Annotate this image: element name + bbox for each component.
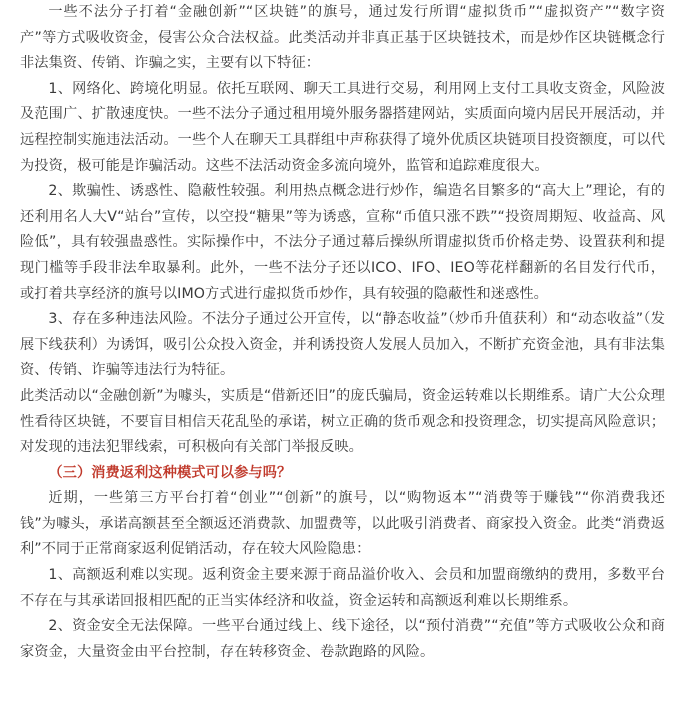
- summary-paragraph: 此类活动以“金融创新”为噱头，实质是“借新还旧”的庞氏骗局，资金运转难以长期维系。请广大公众理性看待区块链，不要盲目相信天花乱坠的承诺，树立正确的货币观念和投资理念，切实提高风险意识；对发现的违法犯罪线索，可积极向有关部门举报反映。: [20, 387, 665, 456]
- top-fade: [0, 0, 679, 4]
- section-heading: （三）消费返利这种模式可以参与吗？: [48, 464, 292, 481]
- rebate-intro-paragraph: 近期，一些第三方平台打着“创业”“创新”的旗号，以“购物返本”“消费等于赚钱”“你消费我还钱”为噱头，承诺高额甚至全额返还消费款、加盟费等，以此吸引消费者、商家投入资金。此类“消费返利”不同于正常商家返利促销活动，存在较大风险隐患：: [20, 490, 665, 558]
- feature-2-paragraph: 2、欺骗性、诱惑性、隐蔽性较强。利用热点概念进行炒作，编造名目繁多的“高大上”理论，有的还利用名人大V“站台”宣传，以空投“糖果”等为诱惑，宣称“币值只涨不跌”“投资周期短、收益高、风险低”，具有较强蛊惑性。实际操作中，不法分子通过幕后操纵所谓虚拟货币价格走势、设置获利和提现门槛等手段非法牟取暴利。此外，一些不法分子还以ICO、IFO、IEO等花样翻新的名目发行代币，或打着共享经济的旗号以IMO方式进行虚拟货币炒作，具有较强的隐蔽性和迷惑性。: [20, 183, 665, 302]
- intro-paragraph: 一些不法分子打着“金融创新”“区块链”的旗号，通过发行所谓“虚拟货币”“虚拟资产”“数字资产”等方式吸收资金，侵害公众合法权益。此类活动并非真正基于区块链技术，而是炒作区块链概念行非法集资、传销、诈骗之实，主要有以下特征：: [20, 4, 665, 72]
- feature-3-paragraph: 3、存在多种违法风险。不法分子通过公开宣传，以“静态收益”（炒币升值获利）和“动态收益”（发展下线获利）为诱饵，吸引公众投入资金，并利诱投资人发展人员加入，不断扩充资金池，具有非法集资、传销、诈骗等违法行为特征。: [20, 311, 665, 379]
- rebate-risk-1-paragraph: 1、高额返利难以实现。返利资金主要来源于商品溢价收入、会员和加盟商缴纳的费用，多数平台不存在与其承诺回报相匹配的正当实体经济和收益，资金运转和高额返利难以长期维系。: [20, 567, 665, 609]
- rebate-risk-2-paragraph: 2、资金安全无法保障。一些平台通过线上、线下途径，以“预付消费”“充值”等方式吸收公众和商家资金，大量资金由平台控制，存在转移资金、卷款跑路的风险。: [20, 618, 665, 660]
- feature-1-paragraph: 1、网络化、跨境化明显。依托互联网、聊天工具进行交易，利用网上支付工具收支资金，风险波及范围广、扩散速度快。一些不法分子通过租用境外服务器搭建网站，实质面向境内居民开展活动，并远程控制实施违法活动。一些个人在聊天工具群组中声称获得了境外优质区块链项目投资额度，可以代为投资，极可能是诈骗活动。这些不法活动资金多流向境外，监管和追踪难度很大。: [20, 80, 665, 174]
